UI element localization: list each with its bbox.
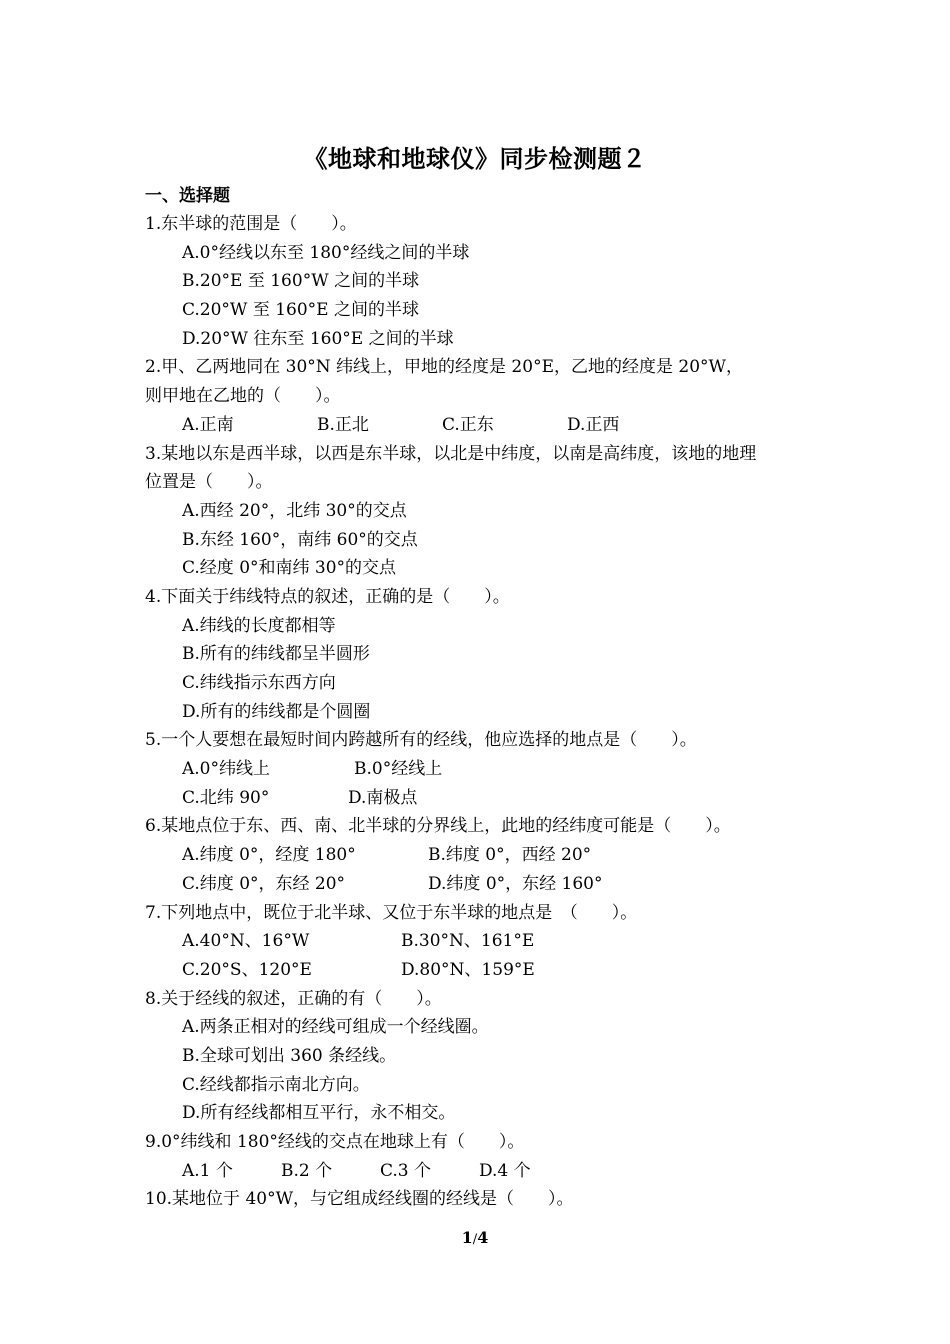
- question-8-option-b: B.全球可划出 360 条经线。: [182, 1045, 397, 1066]
- question-8-option-a: A.两条正相对的经线可组成一个经线圈。: [182, 1017, 489, 1038]
- question-1-option-b: B.20°E 至 160°W 之间的半球: [182, 271, 420, 292]
- page-number: [0, 1226, 950, 1252]
- question-5-options-row-2: [145, 784, 825, 813]
- question-7-option-c: C.20°S、120°E: [182, 959, 312, 980]
- question-6-option-d: D.纬度 0°，东经 160°: [428, 873, 603, 894]
- question-5-option-b: B.0°经线上: [354, 759, 443, 780]
- question-2-stem-line-1: 2.甲、乙两地同在 30°N 纬线上，甲地的经度是 20°E，乙地的经度是 20°W，: [145, 357, 743, 378]
- question-7-option-d: D.80°N、159°E: [401, 959, 535, 980]
- question-6-option-b: B.纬度 0°，西经 20°: [428, 845, 592, 866]
- question-1-option-c: C.20°W 至 160°E 之间的半球: [182, 300, 419, 321]
- question-8-option-c: C.经线都指示南北方向。: [182, 1074, 370, 1095]
- question-6-options-row-2: [145, 870, 825, 899]
- page-title: 《地球和地球仪》同步检测题２: [303, 144, 647, 173]
- question-2-options: [145, 411, 825, 440]
- question-3-stem-line-2: 位置是（ ）。: [145, 472, 273, 493]
- question-7-stem: 7.下列地点中，既位于北半球、又位于东半球的地点是 （ ）。: [145, 902, 638, 923]
- question-4-stem: 4.下面关于纬线特点的叙述，正确的是（ ）。: [145, 586, 510, 607]
- question-9-option-b: B.2 个: [281, 1160, 333, 1181]
- question-1-option-d: D.20°W 往东至 160°E 之间的半球: [182, 328, 454, 349]
- question-7-option-b: B.30°N、161°E: [401, 931, 535, 952]
- question-9-option-c: C.3 个: [380, 1160, 432, 1181]
- question-6-option-c: C.纬度 0°，东经 20°: [182, 873, 346, 894]
- question-4-option-d: D.所有的纬线都是个圆圈: [182, 701, 371, 722]
- question-4-option-b: B.所有的纬线都呈半圆形: [182, 644, 370, 665]
- total-pages: 4: [477, 1228, 489, 1247]
- question-10-stem: 10.某地位于 40°W，与它组成经线圈的经线是（ ）。: [145, 1189, 574, 1210]
- question-7-options-row-2: [145, 956, 825, 985]
- question-9-option-a: A.1 个: [182, 1160, 233, 1181]
- section-heading: 一、选择题: [145, 186, 230, 206]
- question-3-option-c: C.经度 0°和南纬 30°的交点: [182, 558, 397, 579]
- question-1-option-a: A.0°经线以东至 180°经线之间的半球: [182, 242, 470, 263]
- question-2-option-c: C.正东: [442, 414, 494, 435]
- question-2-option-a: A.正南: [182, 414, 234, 435]
- question-6-stem: 6.某地点位于东、西、南、北半球的分界线上，此地的经纬度可能是（ ）。: [145, 816, 731, 837]
- question-2-option-d: D.正西: [567, 414, 620, 435]
- question-5-stem: 5.一个人要想在最短时间内跨越所有的经线，他应选择的地点是（ ）。: [145, 730, 697, 751]
- question-5-options-row-1: [145, 755, 825, 784]
- question-5-option-d: D.南极点: [348, 787, 418, 808]
- question-4-option-c: C.纬线指示东西方向: [182, 673, 336, 693]
- question-9-stem: 9.0°纬线和 180°经线的交点在地球上有（ ）。: [145, 1132, 525, 1152]
- question-8-stem: 8.关于经线的叙述，正确的有（ ）。: [145, 988, 442, 1009]
- question-5-option-c: C.北纬 90°: [182, 787, 270, 808]
- question-3-option-a: A.西经 20°，北纬 30°的交点: [182, 500, 407, 521]
- question-9-option-d: D.4 个: [479, 1160, 531, 1181]
- question-6-options-row-1: [145, 841, 825, 870]
- question-5-option-a: A.0°纬线上: [182, 759, 270, 780]
- question-3-stem-line-1: 3.某地以东是西半球，以西是东半球，以北是中纬度，以南是高纬度，该地的地理: [145, 443, 757, 464]
- current-page: 1: [461, 1228, 473, 1247]
- question-6-option-a: A.纬度 0°，经度 180°: [182, 845, 356, 866]
- question-8-option-d: D.所有经线都相互平行，永不相交。: [182, 1103, 456, 1124]
- question-2-option-b: B.正北: [317, 414, 369, 435]
- question-7-option-a: A.40°N、16°W: [182, 931, 310, 952]
- question-9-options: [145, 1157, 825, 1186]
- question-3-option-b: B.东经 160°，南纬 60°的交点: [182, 529, 418, 550]
- question-2-stem-line-2: 则甲地在乙地的（ ）。: [145, 386, 341, 407]
- page-separator: /: [472, 1232, 478, 1247]
- question-4-option-a: A.纬线的长度都相等: [182, 615, 336, 636]
- question-list: [145, 210, 825, 1214]
- question-1-stem: 1.东半球的范围是（ ）。: [145, 214, 357, 234]
- question-7-options-row-1: [145, 927, 825, 956]
